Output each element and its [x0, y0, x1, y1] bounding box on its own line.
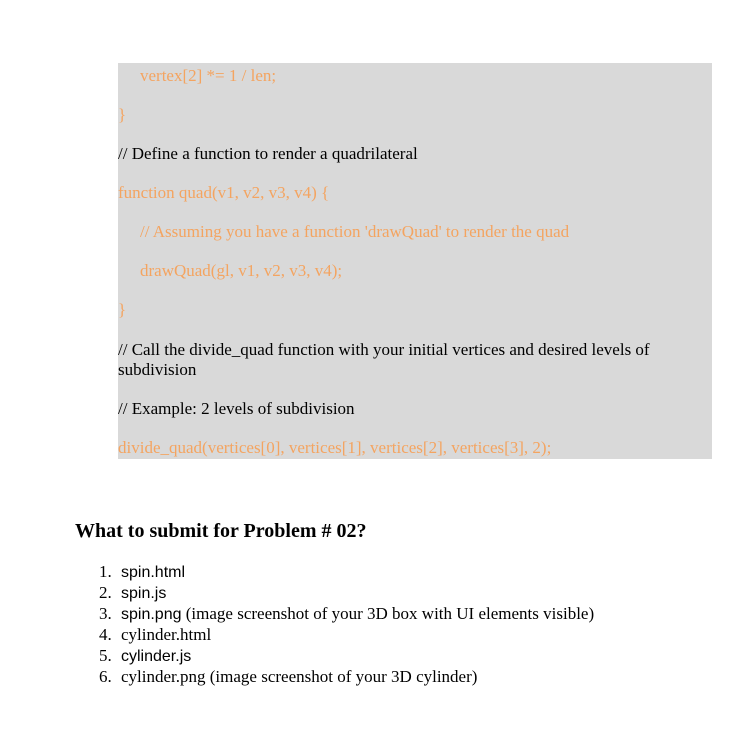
section-heading: What to submit for Problem # 02? [75, 520, 367, 542]
code-comment: // Assuming you have a function 'drawQuad' to render the quad [140, 222, 570, 241]
file-name: spin.js [121, 585, 167, 602]
list-number: 3. [99, 604, 112, 623]
submission-list [99, 561, 594, 687]
list-item [99, 624, 594, 645]
code-line: function quad(v1, v2, v3, v4) { [118, 183, 330, 202]
code-line: divide_quad(vertices[0], vertices[1], vertices[2], vertices[3], 2); [118, 438, 552, 457]
list-item [99, 666, 594, 687]
file-desc: (image screenshot of your 3D cylinder) [205, 667, 478, 686]
code-comment: // Example: 2 levels of subdivision [118, 399, 355, 418]
file-name: spin.png [121, 606, 182, 623]
list-item [99, 561, 594, 582]
list-item [99, 645, 594, 666]
file-name: cylinder.js [121, 648, 192, 665]
file-desc: (image screenshot of your 3D box with UI elements visible) [181, 604, 595, 623]
code-line: drawQuad(gl, v1, v2, v3, v4); [140, 261, 343, 280]
file-name: cylinder.png [121, 667, 206, 686]
list-number: 6. [99, 667, 112, 686]
file-name: spin.html [121, 564, 186, 581]
code-line: } [118, 300, 127, 319]
list-number: 4. [99, 625, 112, 644]
list-number: 1. [99, 562, 112, 581]
code-line: vertex[2] *= 1 / len; [140, 66, 277, 85]
list-number: 5. [99, 646, 112, 665]
list-number: 2. [99, 583, 112, 602]
list-item [99, 603, 594, 624]
list-item [99, 582, 594, 603]
code-comment: // Call the divide_quad function with your initial vertices and desired levels of subdivision [118, 340, 650, 379]
code-comment: // Define a function to render a quadrilateral [118, 144, 418, 163]
code-line: } [118, 105, 127, 124]
file-name: cylinder.html [121, 625, 212, 644]
code-block [118, 63, 712, 459]
